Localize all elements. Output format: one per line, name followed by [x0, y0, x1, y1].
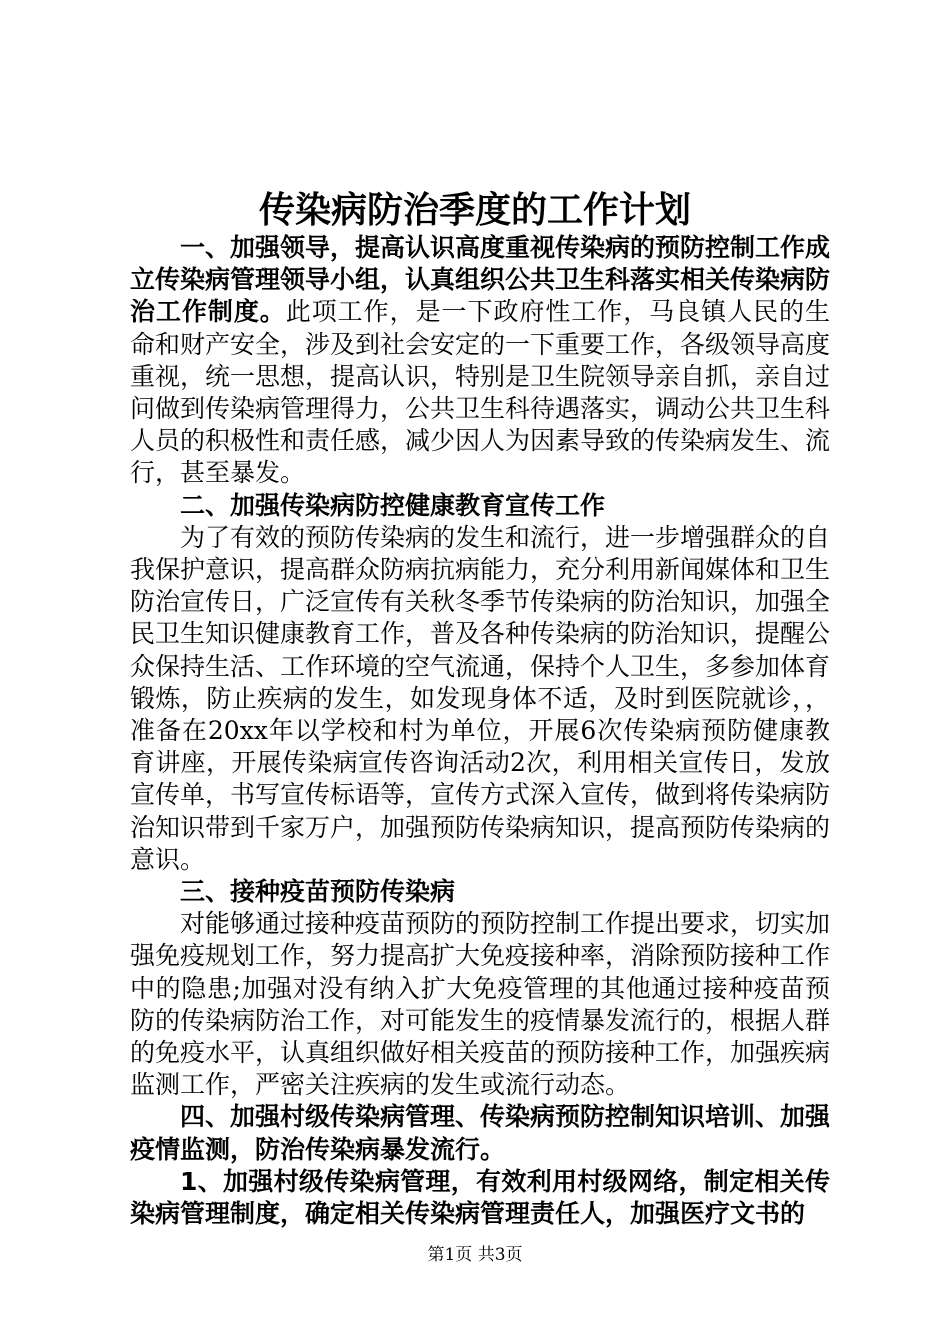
section-1-heading: 一、加强领导，提高认识高度重视传染病的预防控制工作成立传染病管理领导小组，认真组织公共卫生科落实相关传染病防治工作制度。: [130, 233, 831, 327]
section-4-heading: 四、加强村级传染病管理、传染病预防控制知识培训、加强疫情监测，防治传染病暴发流行。: [130, 1102, 831, 1164]
section-3-heading: 三、接种疫苗预防传染病: [180, 877, 456, 907]
page-footer: 第1页 共3页: [427, 1245, 523, 1265]
document-body: [130, 232, 830, 1230]
document-title: 传染病防治季度的工作计划: [258, 189, 691, 231]
section-2-text: 为了有效的预防传染病的发生和流行，进一步增强群众的自我保护意识，提高群众防病抗病能力，充分利用新闻媒体和卫生防治宣传日，广泛宣传有关秋冬季节传染病的防治知识，加强全民卫生知识健康教育工作，普及各种传染病的防治知识，提醒公众保持生活、工作环境的空气流通，保持个人卫生，多参加体育锻炼，防止疾病的发生，如发现身体不适，及时到医院就诊，，准备在20xx年以学校和村为单位，开展6次传染病预防健康教育讲座，开展传染病宣传咨询活动2次，利用相关宣传日，发放宣传单，书写宣传标语等，宣传方式深入宣传，做到将传染病防治知识带到千家万户，加强预防传染病知识，提高预防传染病的意识。: [130, 522, 831, 874]
subsection-1-heading: 1、加强村级传染病管理，有效利用村级网络，制定相关传染病管理制度，确定相关传染病管理责任人，加强医疗文书的: [130, 1166, 830, 1229]
section-1-text: 此项工作，是一下政府性工作，马良镇人民的生命和财产安全，涉及到社会安定的一下重要工作，各级领导高度重视，统一思想，提高认识，特别是卫生院领导亲自抓，亲自过问做到传染病管理得力，公共卫生科待遇落实，调动公共卫生科人员的积极性和责任感，减少因人为因素导致的传染病发生、流行，甚至暴发。: [130, 297, 831, 488]
section-2-heading: 二、加强传染病防控健康教育宣传工作: [180, 490, 606, 520]
section-1-paragraph: [130, 232, 830, 490]
section-3-text: 对能够通过接种疫苗预防的预防控制工作提出要求，切实加强免疫规划工作，努力提高扩大免疫接种率，消除预防接种工作中的隐患;加强对没有纳入扩大免疫管理的其他通过接种疫苗预防的传染病防治工作，对可能发生的疫情暴发流行的，根据人群的免疫水平，认真组织做好相关疫苗的预防接种工作，加强疾病监测工作，严密关注疾病的发生或流行动态。: [130, 909, 831, 1100]
